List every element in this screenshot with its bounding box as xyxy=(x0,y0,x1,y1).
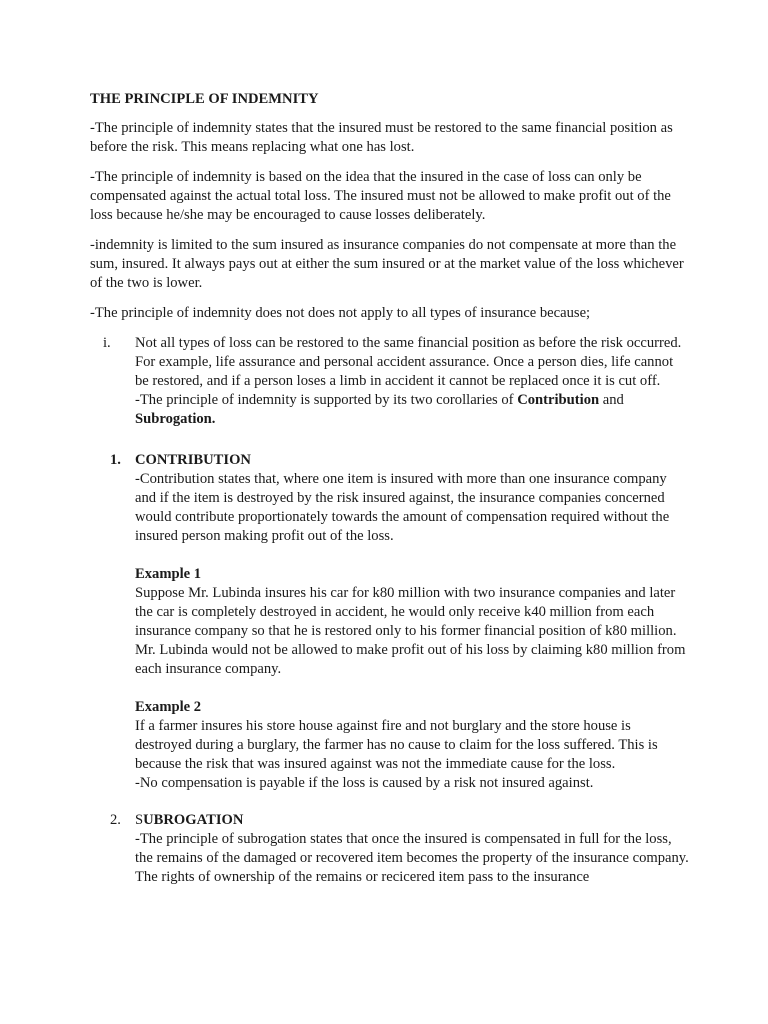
example-1-heading: Example 1 xyxy=(135,566,202,582)
example-2-text: If a farmer insures his store house against fire and not burglary and the store house is destroyed during a burglary, the farmer has no cause to claim for the loss suffered. This is because the risk that was insured against was not the immediate cause for the loss. xyxy=(135,718,658,772)
section-heading: CONTRIBUTION xyxy=(135,452,251,468)
section-text: -The principle of subrogation states that once the insured is compensated in full for the loss, the remains of the damaged or recovered item becomes the property of the insurance company. The rights of ownership of the remains or recicered item pass to the insurance xyxy=(135,831,689,885)
roman-list-marker: i. xyxy=(103,335,111,351)
section-text: -Contribution states that, where one item is insured with more than one insurance company and if the item is destroyed by the risk insured against, the insurance companies concerned would contribute proportionately towards the amount of compensation required without the insured person making profit out of the loss. xyxy=(135,471,670,544)
example-1-text: Suppose Mr. Lubinda insures his car for k80 million with two insurance companies and later the car is completely destroyed in accident, he would only receive k40 million from each insurance company so that he is restored only to his former financial position of k80 million. Mr. Lubinda would not be allowed to make profit out of his loss by claiming k80 million from each insurance company. xyxy=(135,585,686,677)
section-contribution xyxy=(90,451,690,793)
example-2-note: -No compensation is payable if the loss is caused by a risk not insured against. xyxy=(135,775,594,791)
contribution-term: Contribution xyxy=(517,392,600,408)
example-2-heading: Example 2 xyxy=(135,699,202,715)
section-number: 1. xyxy=(110,452,121,468)
corollaries-prefix: -The principle of indemnity is supported by its two corollaries of xyxy=(135,392,518,408)
section-subrogation xyxy=(90,811,690,887)
roman-list-item xyxy=(90,334,690,429)
paragraph-limit: -indemnity is limited to the sum insured as insurance companies do not compensate at more than the sum, insured. It always pays out at either the sum insured or at the market value of the loss whichever of the two is lower. xyxy=(90,237,684,291)
corollaries-line xyxy=(135,391,690,429)
paragraph-basis: -The principle of indemnity is based on the idea that the insured in the case of loss can only be compensated against the actual total loss. The insured must not be allowed to make profit out of the loss because he/she may be encouraged to cause losses deliberately. xyxy=(90,169,671,223)
section-number: 2. xyxy=(110,812,121,828)
section-heading xyxy=(135,811,690,830)
subrogation-term: Subrogation. xyxy=(135,411,216,427)
document-page xyxy=(90,90,690,887)
roman-list-text: Not all types of loss can be restored to the same financial position as before the risk occurred. For example, life assurance and personal accident assurance. Once a person dies, life cannot be restored, and if a person loses a limb in accident it cannot be replaced once it is cut off. xyxy=(135,335,682,389)
paragraph-definition: -The principle of indemnity states that the insured must be restored to the same financial position as before the risk. This means replacing what one has lost. xyxy=(90,120,673,155)
document-title: THE PRINCIPLE OF INDEMNITY xyxy=(90,91,319,107)
section-heading-first-letter: S xyxy=(135,812,144,828)
paragraph-exceptions: -The principle of indemnity does not does not apply to all types of insurance because; xyxy=(90,305,591,321)
section-heading-rest: UBROGATION xyxy=(143,812,244,828)
corollaries-mid: and xyxy=(599,392,624,408)
